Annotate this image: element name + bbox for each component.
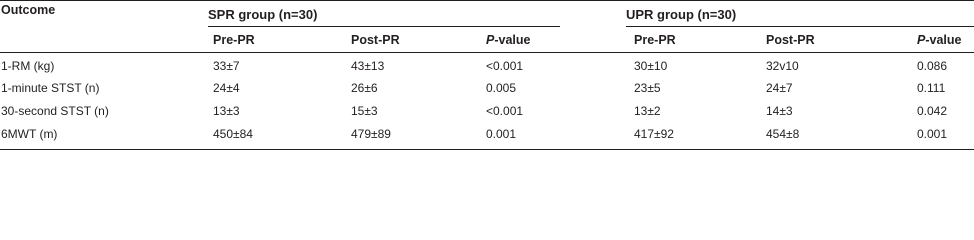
table-cell: 32v10	[766, 59, 799, 73]
upr-pre-pr-header: Pre-PR	[634, 33, 676, 47]
table-cell: 479±89	[351, 127, 391, 141]
table-cell: 417±92	[634, 127, 674, 141]
upr-p-value-header	[917, 33, 961, 47]
table-cell: 0.042	[917, 104, 948, 118]
p-letter: P	[486, 33, 495, 47]
value-label: -value	[925, 33, 962, 47]
row-label: 1-minute STST (n)	[1, 81, 100, 95]
table-cell: 0.001	[486, 127, 517, 141]
upr-group-header: UPR group (n=30)	[626, 7, 737, 22]
value-label: -value	[494, 33, 531, 47]
table-cell: 23±5	[634, 81, 661, 95]
table-cell: 13±2	[634, 104, 661, 118]
spr-p-value-header	[486, 33, 530, 47]
table-cell: 33±7	[213, 59, 240, 73]
spr-group-header: SPR group (n=30)	[208, 7, 318, 22]
header-bottom-rule	[0, 52, 974, 53]
table-cell: 0.005	[486, 81, 517, 95]
row-label: 30-second STST (n)	[1, 104, 109, 118]
table-cell: 14±3	[766, 104, 793, 118]
upr-post-pr-header: Post-PR	[766, 33, 815, 47]
table-cell: <0.001	[486, 59, 524, 73]
row-label: 6MWT (m)	[1, 127, 58, 141]
upr-group-underline	[626, 26, 974, 27]
table-cell: <0.001	[486, 104, 524, 118]
table-cell: 24±4	[213, 81, 240, 95]
table-cell: 24±7	[766, 81, 793, 95]
p-letter: P	[917, 33, 926, 47]
row-label: 1-RM (kg)	[1, 59, 55, 73]
outcome-column-header: Outcome	[1, 3, 56, 17]
spr-pre-pr-header: Pre-PR	[213, 33, 255, 47]
spr-post-pr-header: Post-PR	[351, 33, 400, 47]
table-cell: 26±6	[351, 81, 378, 95]
table-cell: 450±84	[213, 127, 253, 141]
table-cell: 13±3	[213, 104, 240, 118]
table-top-rule	[0, 0, 974, 1]
table-cell: 30±10	[634, 59, 668, 73]
table-cell: 454±8	[766, 127, 800, 141]
table-cell: 0.001	[917, 127, 948, 141]
table-bottom-rule	[0, 149, 974, 150]
spr-group-underline	[208, 26, 560, 27]
table-cell: 43±13	[351, 59, 385, 73]
table-cell: 0.086	[917, 59, 948, 73]
table-cell: 0.111	[917, 81, 946, 95]
table-cell: 15±3	[351, 104, 378, 118]
